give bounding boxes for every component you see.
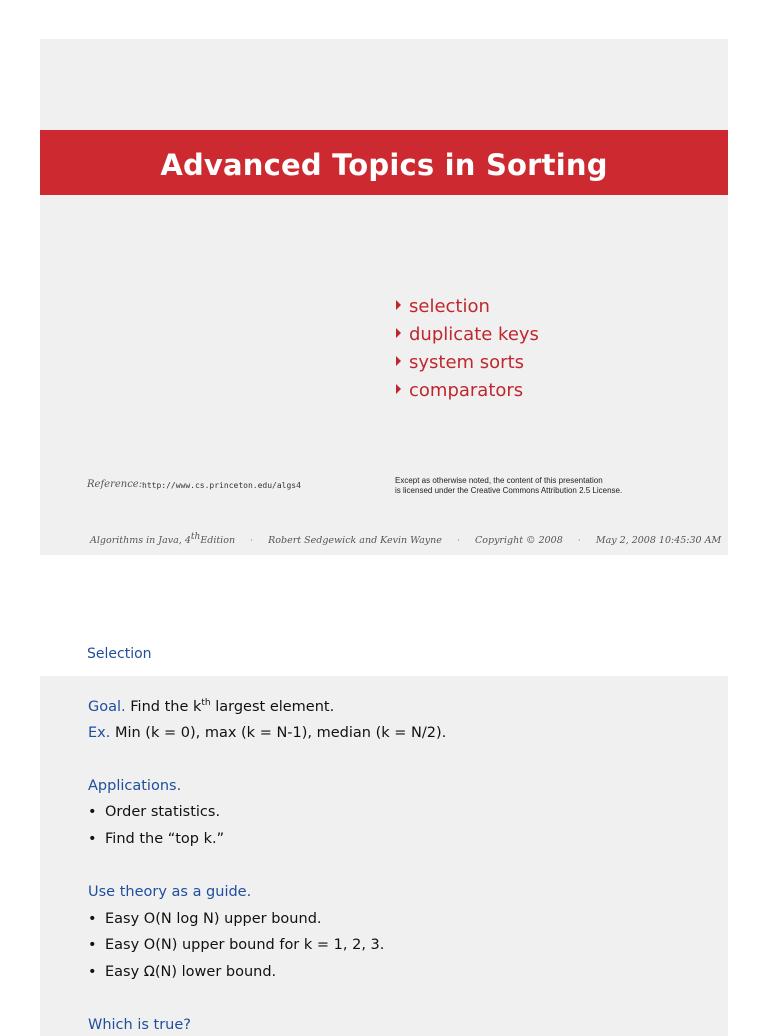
topic-item: comparators — [396, 377, 539, 405]
list-item: • Find the “top k.” — [88, 831, 225, 847]
selection-slide — [40, 676, 728, 1036]
topic-item: duplicate keys — [396, 321, 539, 349]
applications-heading: Applications. — [88, 778, 182, 794]
title-slide — [40, 39, 728, 555]
date: May 2, 2008 10:45:30 AM — [595, 535, 722, 547]
separator: · — [577, 535, 581, 547]
copyright: Copyright © 2008 — [475, 535, 563, 547]
slide-title: Advanced Topics in Sorting — [160, 148, 608, 182]
topic-item: selection — [396, 293, 539, 321]
reference-url[interactable]: http://www.cs.princeton.edu/algs4 — [142, 481, 301, 490]
license-notice: Except as otherwise noted, the content of this presentation is licensed under the Creative Commons Attribution 2.5 License. — [395, 476, 623, 495]
authors: Robert Sedgewick and Kevin Wayne — [268, 535, 442, 547]
list-item: • Easy O(N) upper bound for k = 1, 2, 3. — [88, 937, 385, 953]
theory-heading: Use theory as a guide. — [88, 884, 252, 900]
triangle-bullet-icon — [396, 356, 401, 366]
separator: · — [456, 535, 460, 547]
book-title: Algorithms in Java, 4thEdition — [90, 532, 236, 547]
reference-label: Reference: — [87, 479, 143, 490]
triangle-bullet-icon — [396, 384, 401, 394]
triangle-bullet-icon — [396, 300, 401, 310]
question-heading: Which is true? — [88, 1017, 191, 1033]
list-item: • Easy O(N log N) upper bound. — [88, 911, 322, 927]
separator: · — [250, 535, 254, 547]
example-line: Ex. Min (k = 0), max (k = N-1), median (k = N/2). — [88, 725, 447, 741]
list-item: • Order statistics. — [88, 804, 221, 820]
list-item: • Easy Ω(N) lower bound. — [88, 964, 277, 980]
topic-list — [396, 293, 539, 405]
title-band — [40, 130, 728, 195]
section-title: Selection — [87, 646, 152, 662]
slide-footer — [90, 532, 721, 546]
topic-item: system sorts — [396, 349, 539, 377]
triangle-bullet-icon — [396, 328, 401, 338]
goal-line: Goal. Find the $k^{th}$ largest element. — [88, 698, 335, 715]
